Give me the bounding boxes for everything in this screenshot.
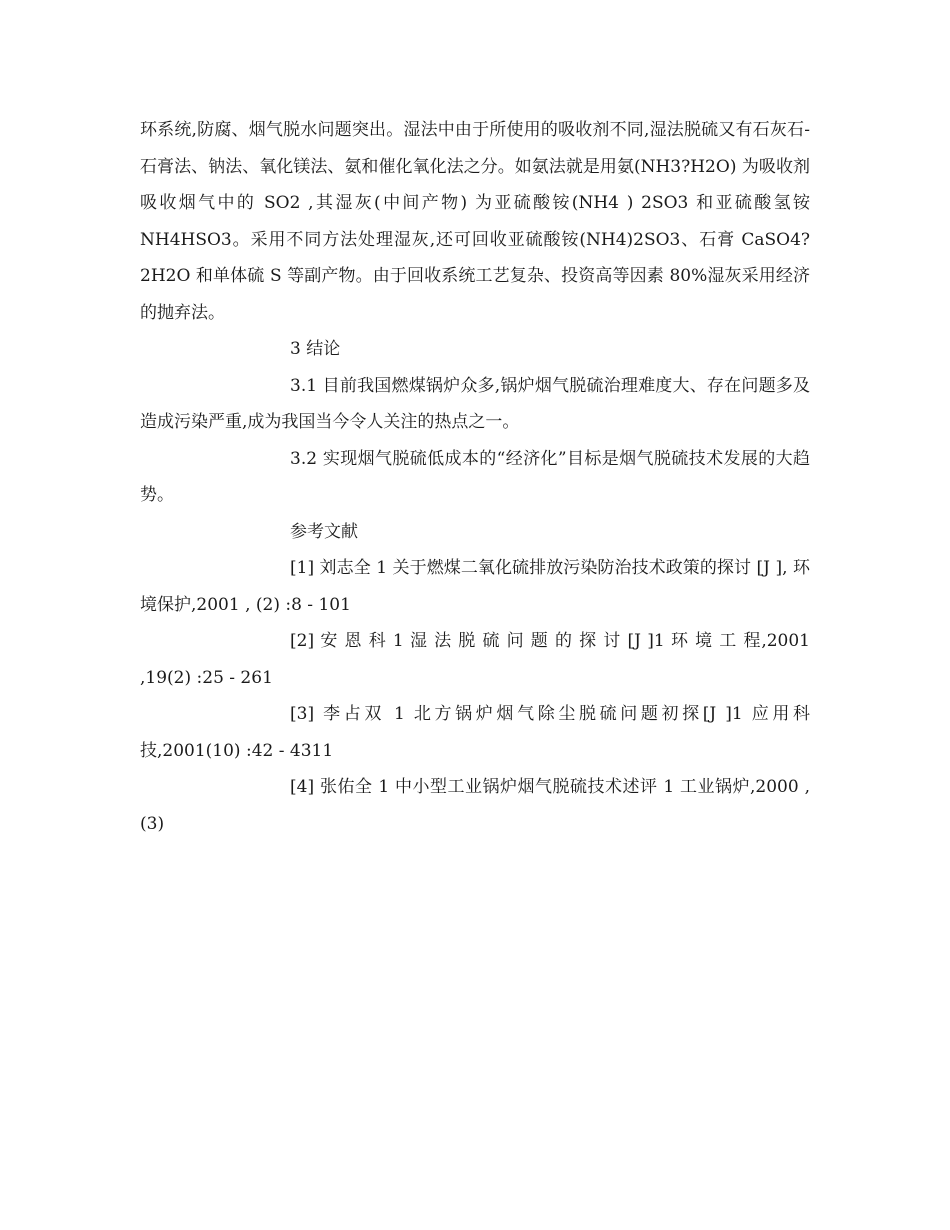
reference-item: [3] 李占双 1 北方锅炉烟气除尘脱硫问题初探[J ]1 应用科技,2001(10) :42 - 4311 [140,704,810,761]
reference-item: [2] 安 恩 科 1 湿 法 脱 硫 问 题 的 探 讨 [J ]1 环 境 工 程,2001 ,19(2) :25 - 261 [140,631,810,688]
conclusion-item: 3.1 目前我国燃煤锅炉众多,锅炉烟气脱硫治理难度大、存在问题多及造成污染严重,成为我国当今令人关注的热点之一。 [140,375,810,432]
conclusion-item: 3.2 实现烟气脱硫低成本的“经济化”目标是烟气脱硫技术发展的大趋势。 [140,448,810,505]
conclusion-heading: 3 结论 [290,339,341,359]
references-heading: 参考文献 [290,521,358,542]
intro-paragraph: 环系统,防腐、烟气脱水问题突出。湿法中由于所使用的吸收剂不同,湿法脱硫又有石灰石- 石膏法、钠法、氧化镁法、氨和催化氧化法之分。如氨法就是用氨(NH3?H2O) 为吸收剂吸收烟气中的 SO2 ,其湿灰(中间产物) 为亚硫酸铵(NH4 ) 2SO3 和亚硫酸氢铵 NH4HSO3。采用不同方法处理湿灰,还可回收亚硫酸铵(NH4)2SO3、石膏 CaSO4?2H2O 和单体硫 S 等副产物。由于回收系统工艺复杂、投资高等因素 80%湿灰采用经济的抛弃法。 [140,120,810,323]
document-page [140,112,810,842]
reference-item: [1] 刘志全 1 关于燃煤二氧化硫排放污染防治技术政策的探讨 [J ], 环境保护,2001 , (2) :8 - 101 [140,558,810,615]
reference-item: [4] 张佑全 1 中小型工业锅炉烟气脱硫技术述评 1 工业锅炉,2000 , (3) [140,777,810,834]
